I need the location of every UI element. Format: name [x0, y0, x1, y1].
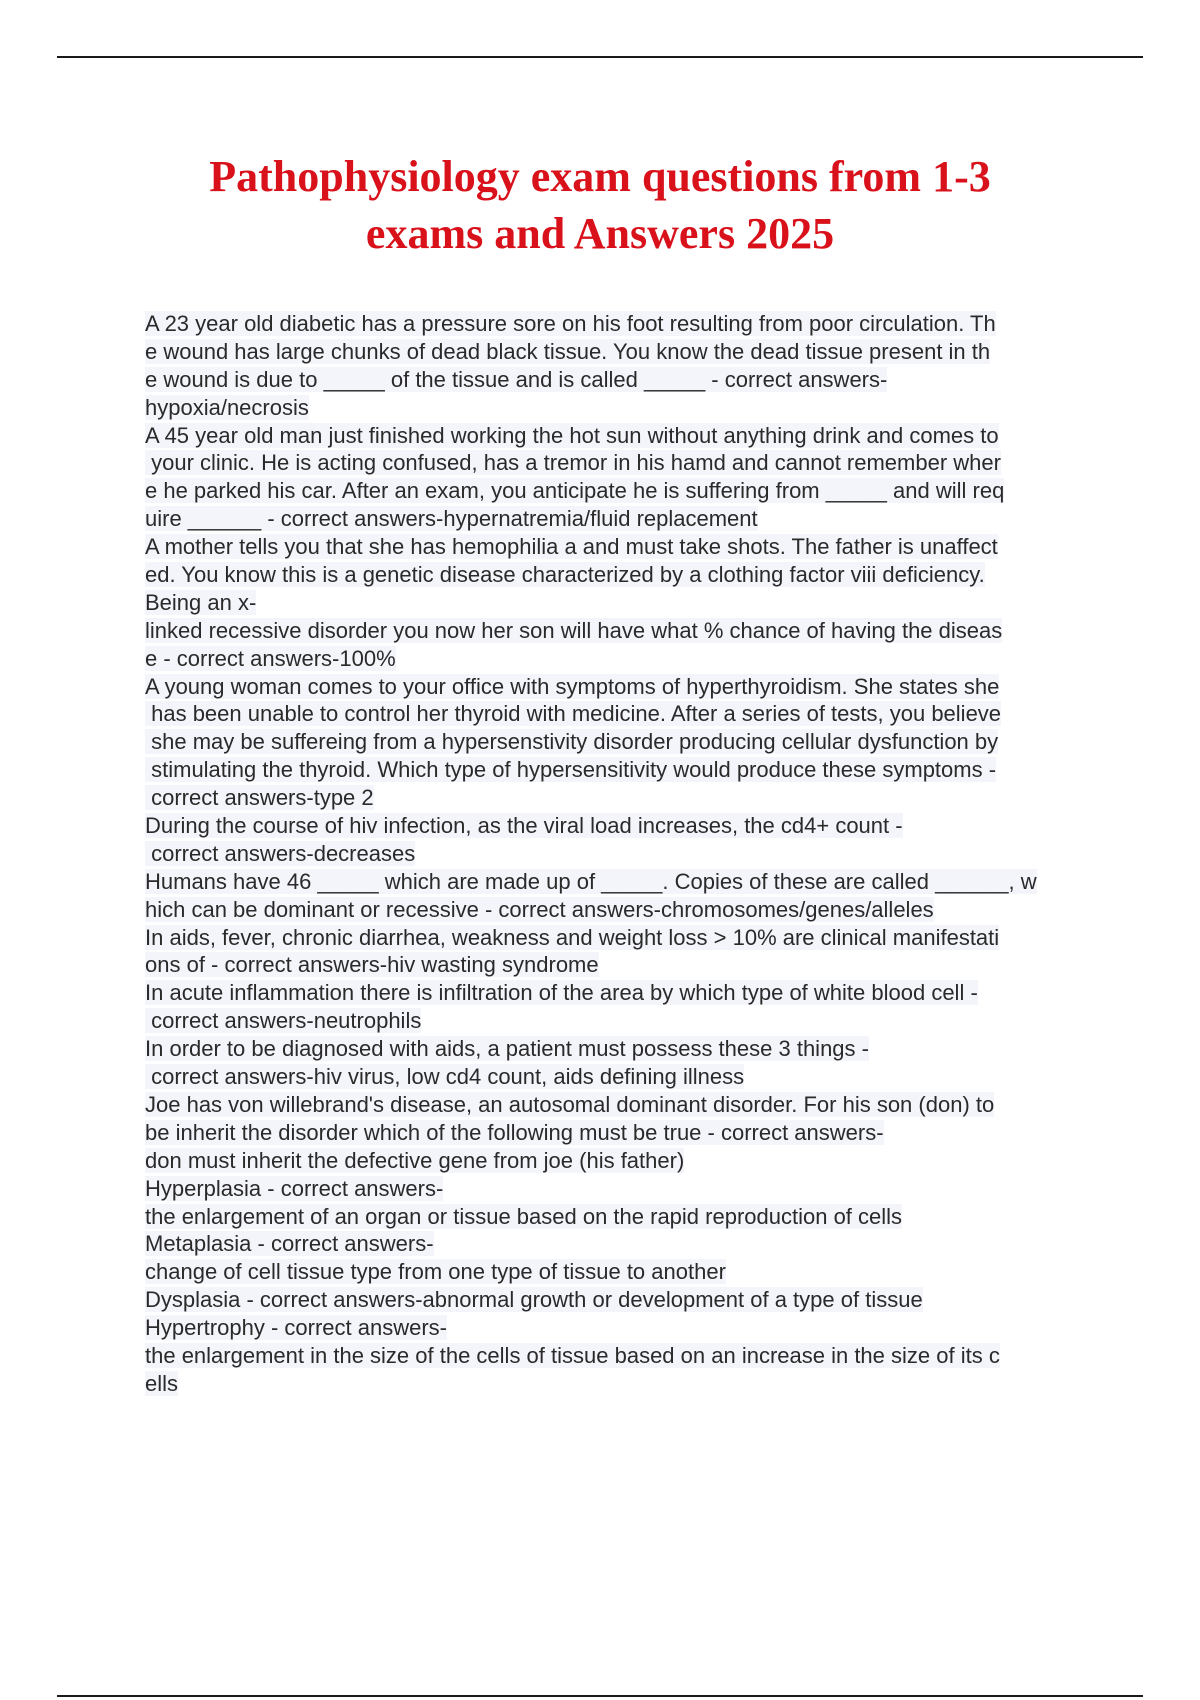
- body-text-line: [145, 924, 1090, 952]
- body-text-line: [145, 840, 1090, 868]
- body-text-line-content: Being an x-: [145, 589, 257, 615]
- body-text-line-content: Metaplasia - correct answers-: [145, 1231, 434, 1257]
- body-text-line-content: hich can be dominant or recessive - correct answers-chromosomes/genes/alleles: [145, 896, 934, 922]
- body-text-line: [145, 1314, 1090, 1342]
- question-answer-text: [145, 310, 1090, 1398]
- body-text-line: [145, 1063, 1090, 1091]
- document-title-line-2: exams and Answers 2025: [365, 209, 835, 258]
- body-text-line: [145, 1230, 1090, 1258]
- body-text-line: [145, 338, 1090, 366]
- body-text-line-content: ed. You know this is a genetic disease characterized by a clothing factor viii deficiency.: [145, 562, 985, 588]
- body-text-line: [145, 784, 1090, 812]
- body-text-line: [145, 896, 1090, 924]
- body-text-line: [145, 812, 1090, 840]
- body-text-line: [145, 561, 1090, 589]
- body-text-line: [145, 1119, 1090, 1147]
- body-text-line: [145, 1286, 1090, 1314]
- body-text-line: [145, 645, 1090, 673]
- body-text-line-content: A young woman comes to your office with symptoms of hyperthyroidism. She states she: [145, 673, 1000, 699]
- body-text-line: [145, 1342, 1090, 1370]
- body-text-line-content: your clinic. He is acting confused, has a tremor in his hamd and cannot remember wher: [145, 450, 1001, 476]
- body-text-line: [145, 366, 1090, 394]
- body-text-line: [145, 673, 1090, 701]
- body-text-line: [145, 310, 1090, 338]
- body-text-line-content: has been unable to control her thyroid with medicine. After a series of tests, you believe: [145, 701, 1002, 727]
- body-text-line: [145, 1370, 1090, 1398]
- body-text-line: [145, 1007, 1090, 1035]
- body-text-line: [145, 449, 1090, 477]
- body-text-line-content: Hyperplasia - correct answers-: [145, 1175, 444, 1201]
- body-text-line-content: During the course of hiv infection, as the viral load increases, the cd4+ count -: [145, 813, 903, 839]
- body-text-line-content: ells: [145, 1370, 179, 1396]
- body-text-line: [145, 422, 1090, 450]
- body-text-line-content: correct answers-decreases: [145, 840, 416, 866]
- body-text-line-content: e - correct answers-100%: [145, 645, 396, 671]
- body-text-line: [145, 1091, 1090, 1119]
- body-text-line: [145, 505, 1090, 533]
- body-text-line-content: hypoxia/necrosis: [145, 394, 309, 420]
- body-text-line: [145, 1203, 1090, 1231]
- body-text-line-content: Hypertrophy - correct answers-: [145, 1315, 447, 1341]
- body-text-line-content: A mother tells you that she has hemophilia a and must take shots. The father is unaffect: [145, 534, 998, 560]
- document-title: [0, 148, 1200, 262]
- body-text-line-content: the enlargement of an organ or tissue based on the rapid reproduction of cells: [145, 1203, 903, 1229]
- body-text-line: [145, 1175, 1090, 1203]
- body-text-line-content: she may be suffereing from a hypersenstivity disorder producing cellular dysfunction by: [145, 729, 999, 755]
- body-text-line: [145, 700, 1090, 728]
- body-text-line: [145, 756, 1090, 784]
- body-text-line-content: In aids, fever, chronic diarrhea, weakness and weight loss > 10% are clinical manifestati: [145, 924, 1000, 950]
- body-text-line: [145, 868, 1090, 896]
- footer-rule: [57, 1695, 1143, 1697]
- body-text-line-content: Joe has von willebrand's disease, an autosomal dominant disorder. For his son (don) to: [145, 1091, 995, 1117]
- body-text-line-content: Humans have 46 _____ which are made up of _____. Copies of these are called ______, w: [145, 868, 1037, 894]
- body-text-line-content: stimulating the thyroid. Which type of hypersensitivity would produce these symptoms -: [145, 757, 997, 783]
- body-text-line-content: A 45 year old man just finished working the hot sun without anything drink and comes to: [145, 422, 999, 448]
- document-title-line-1: Pathophysiology exam questions from 1-3: [209, 152, 991, 201]
- body-text-line: [145, 617, 1090, 645]
- header-rule: [57, 56, 1143, 58]
- body-text-line-content: In order to be diagnosed with aids, a patient must possess these 3 things -: [145, 1036, 869, 1062]
- body-text-line-content: correct answers-hiv virus, low cd4 count, aids defining illness: [145, 1064, 745, 1090]
- body-text-line: [145, 1258, 1090, 1286]
- body-text-line-content: be inherit the disorder which of the following must be true - correct answers-: [145, 1119, 884, 1145]
- body-text-line: [145, 477, 1090, 505]
- body-text-line-content: Dysplasia - correct answers-abnormal growth or development of a type of tissue: [145, 1287, 923, 1313]
- body-text-line: [145, 1147, 1090, 1175]
- body-text-line-content: uire ______ - correct answers-hypernatremia/fluid replacement: [145, 506, 758, 532]
- body-text-line-content: e wound is due to _____ of the tissue and is called _____ - correct answers-: [145, 366, 888, 392]
- body-text-line-content: e he parked his car. After an exam, you anticipate he is suffering from _____ and will req: [145, 478, 1005, 504]
- body-text-line-content: change of cell tissue type from one type of tissue to another: [145, 1259, 726, 1285]
- body-text-line: [145, 979, 1090, 1007]
- body-text-line-content: don must inherit the defective gene from joe (his father): [145, 1147, 685, 1173]
- body-text-line: [145, 1035, 1090, 1063]
- body-text-line-content: In acute inflammation there is infiltration of the area by which type of white blood cell -: [145, 980, 978, 1006]
- body-text-line-content: A 23 year old diabetic has a pressure sore on his foot resulting from poor circulation. Th: [145, 311, 996, 336]
- body-text-line-content: correct answers-neutrophils: [145, 1008, 422, 1034]
- body-text-line-content: ons of - correct answers-hiv wasting syndrome: [145, 952, 599, 978]
- body-text-line-content: the enlargement in the size of the cells of tissue based on an increase in the size of its c: [145, 1342, 1000, 1368]
- body-text-line: [145, 533, 1090, 561]
- body-text-line: [145, 589, 1090, 617]
- body-text-line: [145, 394, 1090, 422]
- body-text-line: [145, 951, 1090, 979]
- body-text-line-content: linked recessive disorder you now her son will have what % chance of having the diseas: [145, 617, 1003, 643]
- body-text-line-content: e wound has large chunks of dead black tissue. You know the dead tissue present in th: [145, 338, 991, 364]
- body-text-line-content: correct answers-type 2: [145, 785, 374, 811]
- body-text-line: [145, 728, 1090, 756]
